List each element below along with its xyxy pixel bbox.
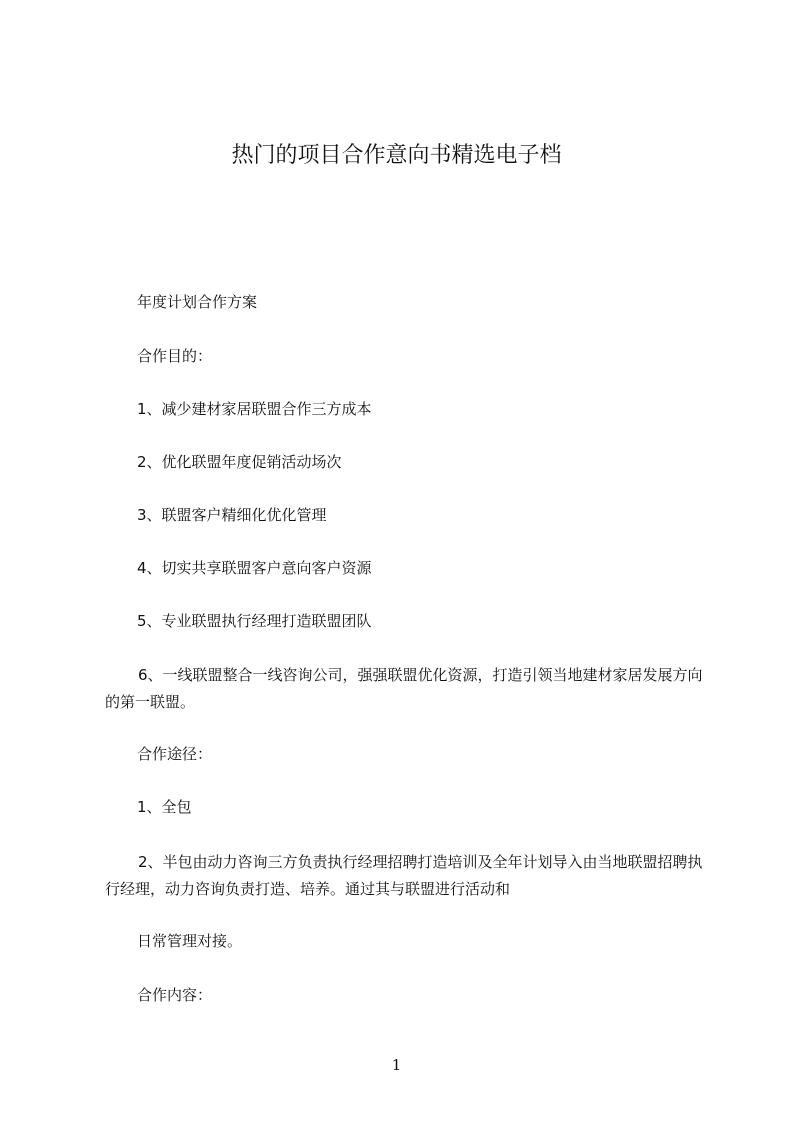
paragraph-purpose-3: 3、联盟客户精细化优化管理 <box>137 506 327 524</box>
paragraph-purpose-4: 4、切实共享联盟客户意向客户资源 <box>137 559 372 577</box>
paragraph-approach-2: 2、半包由动力咨询三方负责执行经理招聘打造培训及全年计划导入由当地联盟招聘执行经理，动力咨询负责打造、培养。通过其与联盟进行活动和 <box>105 853 703 898</box>
paragraph-purpose-5: 5、专业联盟执行经理打造联盟团队 <box>137 612 372 630</box>
paragraph-purpose-6: 6、一线联盟整合一线咨询公司，强强联盟优化资源，打造引领当地建材家居发展方向的第一联盟。 <box>105 666 703 711</box>
paragraph-approach-heading: 合作途径： <box>137 745 213 763</box>
paragraph-content-heading: 合作内容： <box>137 986 213 1004</box>
paragraph-purpose-2: 2、优化联盟年度促销活动场次 <box>137 453 342 471</box>
paragraph-plan-heading: 年度计划合作方案 <box>137 293 258 311</box>
paragraph-approach-1: 1、全包 <box>137 798 192 816</box>
page-number: 1 <box>391 1056 402 1074</box>
paragraph-purpose-heading: 合作目的： <box>137 347 213 365</box>
document-title: 热门的项目合作意向书精选电子档 <box>231 143 562 168</box>
paragraph-approach-2-continued: 日常管理对接。 <box>137 932 243 950</box>
paragraph-purpose-1: 1、减少建材家居联盟合作三方成本 <box>137 400 372 418</box>
